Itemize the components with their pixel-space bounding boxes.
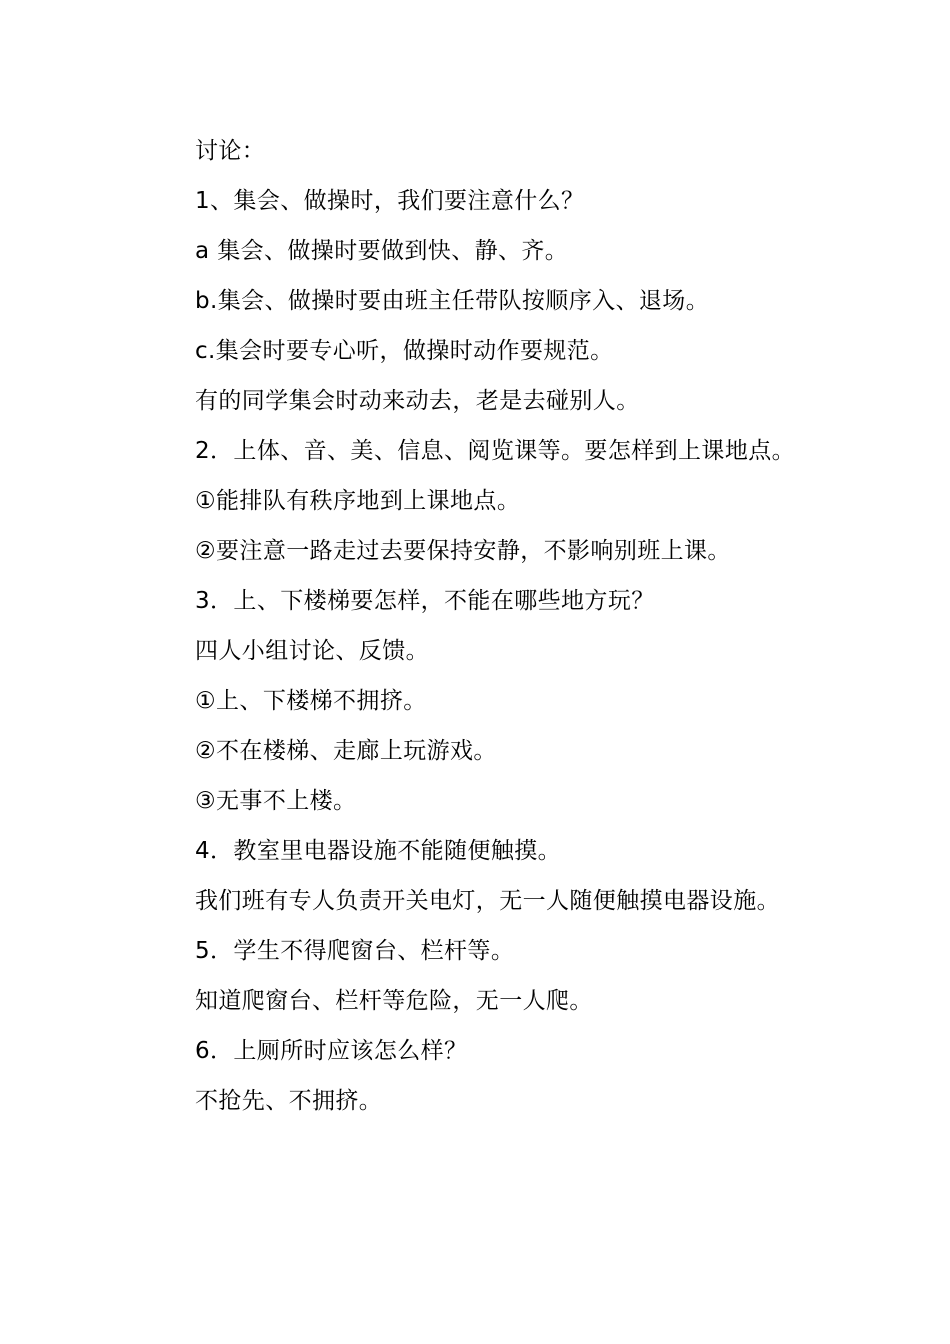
answer-3-3: ③无事不上楼。 (195, 788, 357, 814)
answer-3-1: ①上、下楼梯不拥挤。 (195, 688, 427, 714)
answer-2-1: ①能排队有秩序地到上课地点。 (195, 488, 521, 514)
question-1: 1、集会、做操时，我们要注意什么？ (195, 188, 585, 214)
document-body (145, 126, 810, 1126)
answer-1b: b.集会、做操时要由班主任带队按顺序入、退场。 (195, 288, 710, 314)
answer-1c: c.集会时要专心听，做操时动作要规范。 (195, 338, 614, 364)
discussion-heading: 讨论： (195, 138, 266, 164)
question-2: 2．上体、音、美、信息、阅览课等。要怎样到上课地点。 (195, 438, 796, 464)
observation-4: 我们班有专人负责开关电灯，无一人随便触摸电器设施。 (195, 888, 780, 914)
answer-3-2: ②不在楼梯、走廊上玩游戏。 (195, 738, 497, 764)
answer-6: 不抢先、不拥挤。 (195, 1088, 383, 1114)
rule-4: 4．教室里电器设施不能随便触摸。 (195, 838, 562, 864)
observation-1: 有的同学集会时动来动去，老是去碰别人。 (195, 388, 640, 414)
observation-5: 知道爬窗台、栏杆等危险，无一人爬。 (195, 988, 593, 1014)
group-discussion: 四人小组讨论、反馈。 (195, 638, 429, 664)
question-3: 3．上、下楼梯要怎样，不能在哪些地方玩？ (195, 588, 655, 614)
rule-5: 5．学生不得爬窗台、栏杆等。 (195, 938, 515, 964)
question-6: 6．上厕所时应该怎么样？ (195, 1038, 468, 1064)
answer-1a: a 集会、做操时要做到快、静、齐。 (195, 238, 569, 264)
answer-2-2: ②要注意一路走过去要保持安静，不影响别班上课。 (195, 538, 731, 564)
